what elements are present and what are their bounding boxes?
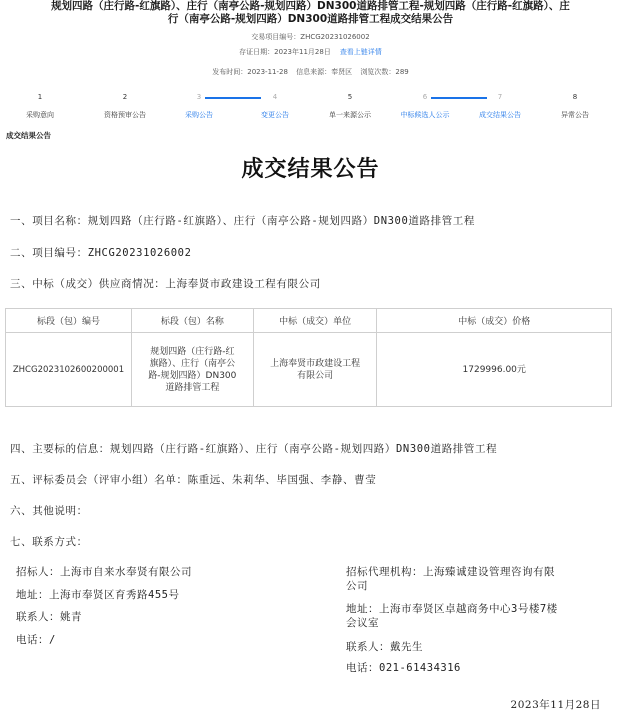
item-main-subject: 四、主要标的信息：规划四路（庄行路-红旗路）、庄行（南亭公路-规划四路）DN300道路排管工程	[10, 443, 498, 455]
step-7[interactable]	[460, 92, 540, 120]
agency-name	[346, 565, 555, 593]
section-label: 成交结果公告	[6, 131, 51, 140]
lot-name-line-2: 旗路）、庄行（南亭公	[149, 358, 236, 369]
agency-address	[346, 602, 558, 630]
header-lot-name: 标段（包）名称	[131, 309, 253, 333]
step-2[interactable]	[85, 92, 165, 120]
step-6-label: 中标候选人公示	[400, 111, 450, 119]
step-3[interactable]	[159, 92, 239, 120]
tenderer: 招标人：上海市自来水奉贤有限公司	[16, 566, 192, 578]
cell-lot-name	[131, 333, 253, 407]
step-3-label: 采购公告	[185, 111, 213, 119]
step-5-number: 5	[347, 93, 353, 101]
agency-name-line-1: 招标代理机构：上海臻诚建设管理咨询有限	[346, 566, 555, 578]
step-7-label: 成交结果公告	[479, 111, 521, 119]
item-other-notes: 六、其他说明：	[10, 505, 88, 517]
notice-date: 2023年11月28日	[510, 699, 601, 711]
agency-name-line-2: 公司	[346, 580, 368, 592]
table-row	[6, 333, 612, 407]
header-winner: 中标（成交）单位	[253, 309, 377, 333]
header-price: 中标（成交）价格	[377, 309, 612, 333]
winner-line-2: 有限公司	[297, 370, 334, 381]
agency-address-line-1: 地址：上海市奉贤区卓越商务中心3号楼7楼	[346, 603, 558, 615]
step-6-number: 6	[422, 93, 428, 101]
info-source: 信息来源：奉贤区	[296, 68, 353, 76]
item-committee: 五、评标委员会（评审小组）名单：陈重远、朱莉华、毕国强、李静、曹莹	[10, 474, 377, 486]
agency-address-line-2: 会议室	[346, 617, 379, 629]
item-project-name: 一、项目名称：规划四路（庄行路-红旗路）、庄行（南亭公路-规划四路）DN300道路排管工程	[10, 215, 475, 227]
bid-result-table	[5, 308, 612, 407]
step-8-label: 异常公告	[561, 111, 589, 119]
step-1[interactable]	[0, 92, 80, 120]
step-8[interactable]	[535, 92, 615, 120]
chain-details-link[interactable]: 查看上链详情	[339, 48, 382, 56]
notice-title	[0, 0, 621, 26]
view-count: 浏览次数：289	[360, 68, 409, 76]
step-7-number: 7	[497, 93, 503, 101]
step-2-number: 2	[122, 93, 128, 101]
title-line-2: 行（南亭公路-规划四路）DN300道路排管工程成交结果公告	[167, 13, 454, 25]
step-5[interactable]	[310, 92, 390, 120]
page-heading: 成交结果公告	[241, 157, 380, 182]
cell-price: 1729996.00元	[377, 333, 612, 407]
step-4-label: 变更公告	[261, 111, 289, 119]
lot-name-line-3: 路-规划四路）DN300	[148, 370, 237, 381]
step-2-label: 资格预审公告	[104, 111, 146, 119]
title-line-1: 规划四路（庄行路-红旗路）、庄行（南亭公路-规划四路）DN300道路排管工程-规划四路（庄行路-红旗路）、庄	[51, 0, 570, 12]
tenderer-contact-person: 联系人：姚青	[16, 611, 82, 623]
item-project-code: 二、项目编号：ZHCG20231026002	[10, 247, 192, 259]
item-contact-heading: 七、联系方式：	[10, 536, 88, 548]
publish-time: 发布时间：2023-11-28	[212, 68, 288, 76]
step-5-label: 单一来源公示	[329, 111, 371, 119]
storage-date: 存证日期：2023年11月28日	[239, 48, 331, 56]
process-steps	[0, 92, 621, 122]
cell-winner	[253, 333, 377, 407]
agency-phone: 电话：021-61434316	[346, 662, 461, 674]
tenderer-address: 地址：上海市奉贤区育秀路455号	[16, 589, 180, 601]
step-1-number: 1	[37, 93, 43, 101]
step-6[interactable]	[385, 92, 465, 120]
tenderer-phone: 电话：/	[16, 634, 56, 646]
publish-info-row	[0, 68, 621, 77]
step-3-number: 3	[196, 93, 202, 101]
cell-lot-code: ZHCG2023102600200001	[6, 333, 132, 407]
item-supplier: 三、中标（成交）供应商情况：上海奉贤市政建设工程有限公司	[10, 278, 321, 290]
winner-line-1: 上海奉贤市政建设工程	[270, 358, 361, 369]
lot-name-line-4: 道路排管工程	[165, 382, 220, 393]
step-1-label: 采购意向	[26, 111, 54, 119]
storage-date-row	[0, 48, 621, 57]
lot-name-line-1: 规划四路（庄行路-红	[150, 346, 235, 357]
header-lot-code: 标段（包）编号	[6, 309, 132, 333]
step-4-number: 4	[272, 93, 278, 101]
step-4[interactable]	[235, 92, 315, 120]
step-8-number: 8	[572, 93, 578, 101]
table-header-row	[6, 309, 612, 333]
agency-contact-person: 联系人：戴先生	[346, 641, 423, 653]
project-code: 交易项目编号：ZHCG20231026002	[251, 33, 370, 41]
